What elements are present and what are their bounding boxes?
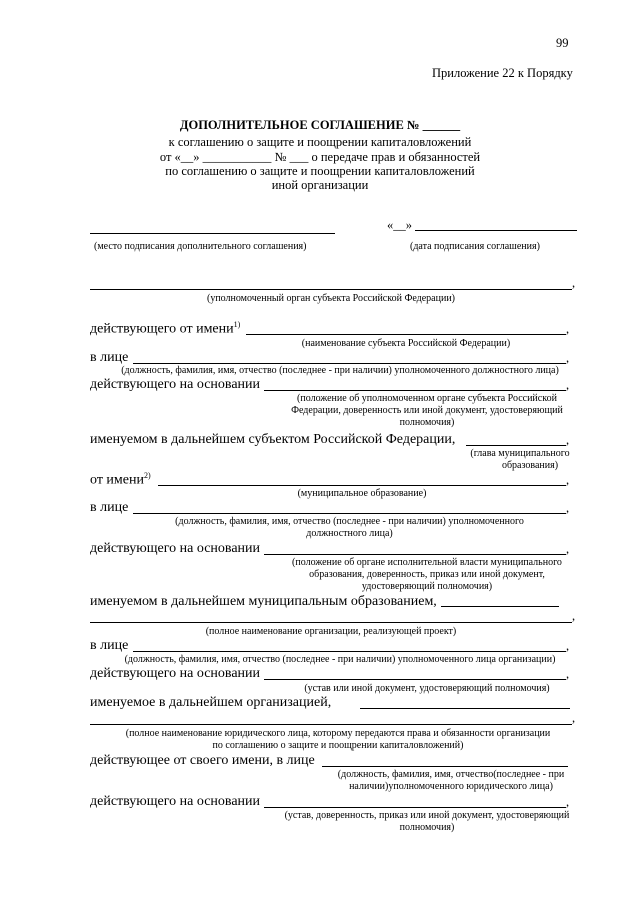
person3-label: в лице	[90, 638, 129, 653]
municipality-underline[interactable]	[441, 606, 559, 607]
legal-entity-underline[interactable]	[90, 724, 572, 725]
subject-name-underline[interactable]	[246, 334, 566, 335]
person2-caption-2: должностного лица)	[306, 528, 393, 539]
person2-underline[interactable]	[133, 513, 566, 514]
footnote-marker-1: 1)	[233, 320, 241, 329]
basis3-underline[interactable]	[264, 679, 566, 680]
basis4-underline[interactable]	[264, 807, 566, 808]
organization-label: именуемое в дальнейшем организацией,	[90, 695, 332, 710]
subject-comma: ,	[566, 433, 570, 447]
basis2-label: действующего на основании	[90, 541, 261, 556]
person3-underline[interactable]	[133, 651, 566, 652]
appendix-label: Приложение 22 к Порядку	[432, 66, 573, 80]
legal-entity-caption-2: по соглашению о защите и поощрении капиталовложений)	[212, 740, 464, 751]
authority-caption: (уполномоченный орган субъекта Российской Федерации)	[206, 293, 456, 304]
basis3-label: действующего на основании	[90, 666, 261, 681]
organization-name-underline[interactable]	[90, 622, 572, 623]
person1-comma: ,	[566, 351, 570, 365]
municipality-comma: ,	[572, 609, 576, 623]
basis2-caption-2: образования, доверенность, приказ или иной документ,	[309, 569, 545, 580]
own-behalf-label: действующее от своего имени, в лице	[90, 753, 315, 768]
basis3-caption: (устав или иной документ, удостоверяющий полномочия)	[304, 683, 550, 694]
authority-comma: ,	[572, 276, 576, 290]
person1-underline[interactable]	[133, 363, 566, 364]
own-behalf-underline[interactable]	[322, 766, 568, 767]
basis2-comma: ,	[566, 542, 570, 556]
person1-caption: (должность, фамилия, имя, отчество (последнее - при наличии) уполномоченного должностного лица)	[121, 365, 559, 376]
person2-label: в лице	[90, 500, 129, 515]
basis1-comma: ,	[566, 378, 570, 392]
subject-caption-2: образования)	[501, 460, 559, 471]
organization-underline[interactable]	[360, 708, 570, 709]
basis1-caption-3: полномочия)	[399, 417, 455, 428]
date-prefix: «__»	[387, 218, 412, 232]
person2-comma: ,	[566, 501, 570, 515]
municipality-label: именуемом в дальнейшем муниципальным образованием,	[90, 594, 437, 609]
title-line-1: к соглашению о защите и поощрении капиталовложений	[168, 135, 472, 149]
page-number: 99	[556, 36, 569, 50]
basis1-caption-2: Федерации, доверенность или иной документ, удостоверяющий	[291, 405, 563, 416]
place-caption: (место подписания дополнительного соглашения)	[94, 241, 307, 252]
basis1-caption-1: (положение об уполномоченном органе субъекта Российской	[297, 393, 557, 404]
basis2-caption-3: удостоверяющий полномочия)	[361, 581, 493, 592]
own-behalf-caption-1: (должность, фамилия, имя, отчество(последнее - при	[337, 769, 565, 780]
title-line-4: иной организации	[271, 178, 369, 192]
document-title: ДОПОЛНИТЕЛЬНОЕ СОГЛАШЕНИЕ № ______	[179, 118, 461, 132]
on-behalf2-comma: ,	[566, 473, 570, 487]
person2-caption-1: (должность, фамилия, имя, отчество (последнее - при наличии) уполномоченного	[175, 516, 524, 527]
basis3-comma: ,	[566, 667, 570, 681]
basis2-caption-1: (положение об органе исполнительной власти муниципального	[292, 557, 562, 568]
basis2-underline[interactable]	[264, 554, 566, 555]
basis4-caption-2: полномочия)	[399, 822, 455, 833]
municipality-caption: (муниципальное образование)	[297, 488, 427, 499]
place-underline[interactable]	[90, 233, 335, 234]
organization-caption: (полное наименование организации, реализующей проект)	[205, 626, 457, 637]
on-behalf2-label: от имени$^{2)}$	[90, 471, 151, 488]
footnote-marker-2: 2)	[143, 471, 151, 480]
date-underline[interactable]	[415, 230, 577, 231]
acting-comma: ,	[566, 322, 570, 336]
basis1-underline[interactable]	[264, 390, 566, 391]
person3-comma: ,	[566, 639, 570, 653]
basis4-label: действующего на основании	[90, 794, 261, 809]
title-line-2: от «__» ___________ № ___ о передаче прав и обязанностей	[159, 150, 481, 164]
authority-underline[interactable]	[90, 289, 572, 290]
basis4-comma: ,	[566, 795, 570, 809]
own-behalf-caption-2: наличии)уполномоченного юридического лица)	[349, 781, 553, 792]
acting-on-behalf-label: действующего от имени$^{1)}$	[90, 320, 241, 337]
basis1-label: действующего на основании	[90, 377, 261, 392]
municipality-name-underline[interactable]	[158, 485, 566, 486]
person1-label: в лице	[90, 350, 129, 365]
subject-caption-1: (глава муниципального	[470, 448, 570, 459]
subject-underline[interactable]	[466, 445, 566, 446]
legal-entity-caption-1: (полное наименование юридического лица, которому передаются права и обязанности организации	[125, 728, 551, 739]
person3-caption: (должность, фамилия, имя, отчество (последнее - при наличии) уполномоченного лица организации)	[124, 654, 556, 665]
subject-label: именуемом в дальнейшем субъектом Российской Федерации,	[90, 432, 456, 447]
date-caption: (дата подписания соглашения)	[410, 241, 540, 252]
basis4-caption-1: (устав, доверенность, приказ или иной документ, удостоверяющий	[284, 810, 570, 821]
title-line-3: по соглашению о защите и поощрении капиталовложений	[165, 164, 475, 178]
organization-comma: ,	[572, 711, 576, 725]
subject-name-caption: (наименование субъекта Российской Федерации)	[301, 338, 511, 349]
